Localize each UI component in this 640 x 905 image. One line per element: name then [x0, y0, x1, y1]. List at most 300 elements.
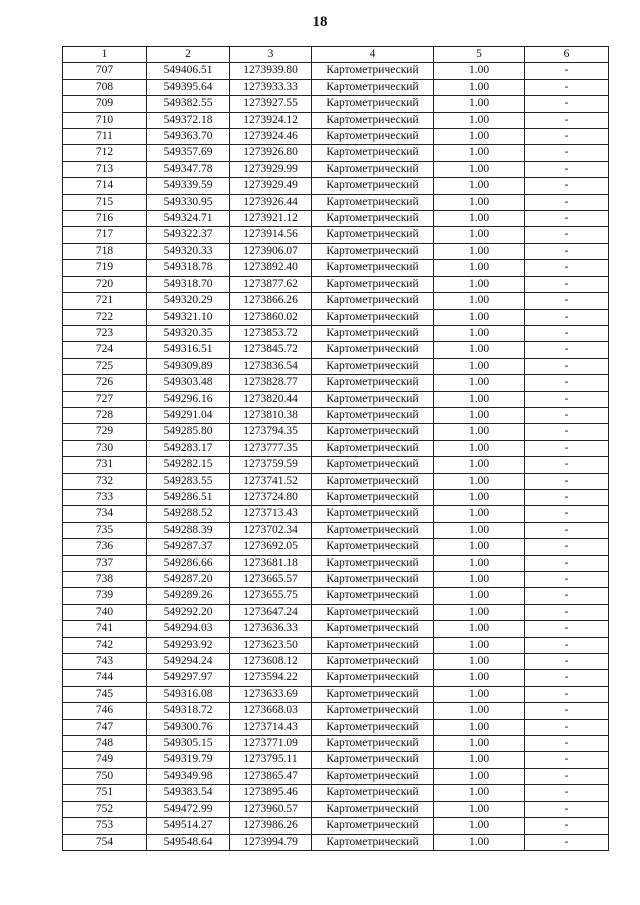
note-cell: -	[525, 129, 609, 145]
accuracy-cell: 1.00	[434, 129, 525, 145]
point-number-cell: 715	[63, 194, 147, 210]
note-cell: -	[525, 178, 609, 194]
y-coordinate-cell: 1273668.03	[230, 703, 312, 719]
point-number-cell: 747	[63, 719, 147, 735]
accuracy-cell: 1.00	[434, 785, 525, 801]
method-cell: Картометрический	[312, 325, 434, 341]
y-coordinate-cell: 1273924.46	[230, 129, 312, 145]
point-number-cell: 735	[63, 522, 147, 538]
y-coordinate-cell: 1273929.99	[230, 161, 312, 177]
x-coordinate-cell: 549357.69	[147, 145, 230, 161]
note-cell: -	[525, 440, 609, 456]
table-row	[63, 801, 609, 817]
method-cell: Картометрический	[312, 407, 434, 423]
method-cell: Картометрический	[312, 834, 434, 850]
accuracy-cell: 1.00	[434, 178, 525, 194]
accuracy-cell: 1.00	[434, 358, 525, 374]
point-number-cell: 710	[63, 112, 147, 128]
point-number-cell: 736	[63, 539, 147, 555]
accuracy-cell: 1.00	[434, 276, 525, 292]
y-coordinate-cell: 1273939.80	[230, 63, 312, 79]
y-coordinate-cell: 1273647.24	[230, 604, 312, 620]
accuracy-cell: 1.00	[434, 325, 525, 341]
table-row	[63, 555, 609, 571]
y-coordinate-cell: 1273810.38	[230, 407, 312, 423]
note-cell: -	[525, 112, 609, 128]
x-coordinate-cell: 549297.97	[147, 670, 230, 686]
table-row	[63, 358, 609, 374]
method-cell: Картометрический	[312, 227, 434, 243]
table-row	[63, 260, 609, 276]
method-cell: Картометрический	[312, 457, 434, 473]
point-number-cell: 725	[63, 358, 147, 374]
x-coordinate-cell: 549287.20	[147, 572, 230, 588]
table-row	[63, 703, 609, 719]
point-number-cell: 743	[63, 654, 147, 670]
x-coordinate-cell: 549303.48	[147, 375, 230, 391]
accuracy-cell: 1.00	[434, 79, 525, 95]
accuracy-cell: 1.00	[434, 572, 525, 588]
accuracy-cell: 1.00	[434, 801, 525, 817]
note-cell: -	[525, 818, 609, 834]
table-row	[63, 424, 609, 440]
table-row	[63, 227, 609, 243]
method-cell: Картометрический	[312, 637, 434, 653]
table-row	[63, 572, 609, 588]
x-coordinate-cell: 549383.54	[147, 785, 230, 801]
y-coordinate-cell: 1273741.52	[230, 473, 312, 489]
x-coordinate-cell: 549514.27	[147, 818, 230, 834]
accuracy-cell: 1.00	[434, 194, 525, 210]
accuracy-cell: 1.00	[434, 457, 525, 473]
point-number-cell: 748	[63, 736, 147, 752]
y-coordinate-cell: 1273713.43	[230, 506, 312, 522]
y-coordinate-cell: 1273865.47	[230, 768, 312, 784]
note-cell: -	[525, 407, 609, 423]
x-coordinate-cell: 549316.08	[147, 686, 230, 702]
accuracy-cell: 1.00	[434, 407, 525, 423]
table-row	[63, 391, 609, 407]
accuracy-cell: 1.00	[434, 752, 525, 768]
accuracy-cell: 1.00	[434, 719, 525, 735]
x-coordinate-cell: 549320.29	[147, 293, 230, 309]
accuracy-cell: 1.00	[434, 424, 525, 440]
method-cell: Картометрический	[312, 785, 434, 801]
method-cell: Картометрический	[312, 752, 434, 768]
point-number-cell: 711	[63, 129, 147, 145]
accuracy-cell: 1.00	[434, 391, 525, 407]
note-cell: -	[525, 424, 609, 440]
method-cell: Картометрический	[312, 129, 434, 145]
y-coordinate-cell: 1273866.26	[230, 293, 312, 309]
x-coordinate-cell: 549305.15	[147, 736, 230, 752]
note-cell: -	[525, 686, 609, 702]
x-coordinate-cell: 549294.24	[147, 654, 230, 670]
table-row	[63, 588, 609, 604]
x-coordinate-cell: 549320.35	[147, 325, 230, 341]
method-cell: Картометрический	[312, 670, 434, 686]
y-coordinate-cell: 1273633.69	[230, 686, 312, 702]
note-cell: -	[525, 768, 609, 784]
point-number-cell: 730	[63, 440, 147, 456]
method-cell: Картометрический	[312, 194, 434, 210]
table-row	[63, 276, 609, 292]
method-cell: Картометрический	[312, 79, 434, 95]
note-cell: -	[525, 736, 609, 752]
accuracy-cell: 1.00	[434, 834, 525, 850]
column-header: 1	[63, 47, 147, 63]
point-number-cell: 742	[63, 637, 147, 653]
column-header: 3	[230, 47, 312, 63]
accuracy-cell: 1.00	[434, 440, 525, 456]
accuracy-cell: 1.00	[434, 686, 525, 702]
method-cell: Картометрический	[312, 572, 434, 588]
method-cell: Картометрический	[312, 112, 434, 128]
y-coordinate-cell: 1273929.49	[230, 178, 312, 194]
table-body	[63, 63, 609, 851]
y-coordinate-cell: 1273594.22	[230, 670, 312, 686]
y-coordinate-cell: 1273714.43	[230, 719, 312, 735]
y-coordinate-cell: 1273986.26	[230, 818, 312, 834]
point-number-cell: 739	[63, 588, 147, 604]
note-cell: -	[525, 539, 609, 555]
accuracy-cell: 1.00	[434, 309, 525, 325]
table-row	[63, 96, 609, 112]
point-number-cell: 723	[63, 325, 147, 341]
accuracy-cell: 1.00	[434, 588, 525, 604]
y-coordinate-cell: 1273892.40	[230, 260, 312, 276]
method-cell: Картометрический	[312, 211, 434, 227]
x-coordinate-cell: 549286.51	[147, 489, 230, 505]
x-coordinate-cell: 549321.10	[147, 309, 230, 325]
note-cell: -	[525, 293, 609, 309]
x-coordinate-cell: 549548.64	[147, 834, 230, 850]
point-number-cell: 746	[63, 703, 147, 719]
table-row	[63, 818, 609, 834]
point-number-cell: 751	[63, 785, 147, 801]
y-coordinate-cell: 1273636.33	[230, 621, 312, 637]
y-coordinate-cell: 1273692.05	[230, 539, 312, 555]
x-coordinate-cell: 549330.95	[147, 194, 230, 210]
table-row	[63, 736, 609, 752]
method-cell: Картометрический	[312, 588, 434, 604]
point-number-cell: 709	[63, 96, 147, 112]
table-row	[63, 457, 609, 473]
note-cell: -	[525, 473, 609, 489]
y-coordinate-cell: 1273924.12	[230, 112, 312, 128]
point-number-cell: 744	[63, 670, 147, 686]
table-row	[63, 719, 609, 735]
method-cell: Картометрический	[312, 276, 434, 292]
coordinates-table	[62, 46, 609, 851]
point-number-cell: 724	[63, 342, 147, 358]
y-coordinate-cell: 1273906.07	[230, 243, 312, 259]
y-coordinate-cell: 1273933.33	[230, 79, 312, 95]
note-cell: -	[525, 588, 609, 604]
note-cell: -	[525, 834, 609, 850]
table-row	[63, 506, 609, 522]
x-coordinate-cell: 549288.52	[147, 506, 230, 522]
x-coordinate-cell: 549320.33	[147, 243, 230, 259]
x-coordinate-cell: 549286.66	[147, 555, 230, 571]
note-cell: -	[525, 375, 609, 391]
point-number-cell: 720	[63, 276, 147, 292]
note-cell: -	[525, 670, 609, 686]
method-cell: Картометрический	[312, 161, 434, 177]
method-cell: Картометрический	[312, 654, 434, 670]
y-coordinate-cell: 1273794.35	[230, 424, 312, 440]
y-coordinate-cell: 1273877.62	[230, 276, 312, 292]
method-cell: Картометрический	[312, 489, 434, 505]
table-row	[63, 539, 609, 555]
point-number-cell: 719	[63, 260, 147, 276]
point-number-cell: 740	[63, 604, 147, 620]
x-coordinate-cell: 549318.72	[147, 703, 230, 719]
note-cell: -	[525, 572, 609, 588]
y-coordinate-cell: 1273608.12	[230, 654, 312, 670]
table-row	[63, 621, 609, 637]
note-cell: -	[525, 506, 609, 522]
method-cell: Картометрический	[312, 293, 434, 309]
accuracy-cell: 1.00	[434, 637, 525, 653]
point-number-cell: 738	[63, 572, 147, 588]
accuracy-cell: 1.00	[434, 260, 525, 276]
note-cell: -	[525, 161, 609, 177]
method-cell: Картометрический	[312, 391, 434, 407]
y-coordinate-cell: 1273795.11	[230, 752, 312, 768]
point-number-cell: 728	[63, 407, 147, 423]
table-row	[63, 604, 609, 620]
table-row	[63, 785, 609, 801]
note-cell: -	[525, 522, 609, 538]
table-row	[63, 129, 609, 145]
table-row	[63, 145, 609, 161]
point-number-cell: 732	[63, 473, 147, 489]
method-cell: Картометрический	[312, 621, 434, 637]
table-row	[63, 112, 609, 128]
y-coordinate-cell: 1273926.44	[230, 194, 312, 210]
note-cell: -	[525, 79, 609, 95]
table-row	[63, 654, 609, 670]
y-coordinate-cell: 1273960.57	[230, 801, 312, 817]
method-cell: Картометрический	[312, 96, 434, 112]
y-coordinate-cell: 1273926.80	[230, 145, 312, 161]
table-row	[63, 293, 609, 309]
x-coordinate-cell: 549395.64	[147, 79, 230, 95]
x-coordinate-cell: 549289.26	[147, 588, 230, 604]
note-cell: -	[525, 96, 609, 112]
accuracy-cell: 1.00	[434, 63, 525, 79]
x-coordinate-cell: 549285.80	[147, 424, 230, 440]
x-coordinate-cell: 549282.15	[147, 457, 230, 473]
table-row	[63, 63, 609, 79]
accuracy-cell: 1.00	[434, 112, 525, 128]
method-cell: Картометрический	[312, 555, 434, 571]
x-coordinate-cell: 549382.55	[147, 96, 230, 112]
method-cell: Картометрический	[312, 736, 434, 752]
note-cell: -	[525, 358, 609, 374]
note-cell: -	[525, 63, 609, 79]
table-row	[63, 325, 609, 341]
method-cell: Картометрический	[312, 686, 434, 702]
point-number-cell: 750	[63, 768, 147, 784]
accuracy-cell: 1.00	[434, 768, 525, 784]
y-coordinate-cell: 1273665.57	[230, 572, 312, 588]
accuracy-cell: 1.00	[434, 703, 525, 719]
table-row	[63, 637, 609, 653]
y-coordinate-cell: 1273921.12	[230, 211, 312, 227]
y-coordinate-cell: 1273927.55	[230, 96, 312, 112]
y-coordinate-cell: 1273895.46	[230, 785, 312, 801]
x-coordinate-cell: 549347.78	[147, 161, 230, 177]
x-coordinate-cell: 549283.55	[147, 473, 230, 489]
method-cell: Картометрический	[312, 145, 434, 161]
accuracy-cell: 1.00	[434, 506, 525, 522]
method-cell: Картометрический	[312, 719, 434, 735]
y-coordinate-cell: 1273759.59	[230, 457, 312, 473]
table-header-row	[63, 47, 609, 63]
accuracy-cell: 1.00	[434, 342, 525, 358]
accuracy-cell: 1.00	[434, 621, 525, 637]
method-cell: Картометрический	[312, 178, 434, 194]
y-coordinate-cell: 1273853.72	[230, 325, 312, 341]
y-coordinate-cell: 1273836.54	[230, 358, 312, 374]
table-row	[63, 473, 609, 489]
point-number-cell: 733	[63, 489, 147, 505]
note-cell: -	[525, 752, 609, 768]
note-cell: -	[525, 654, 609, 670]
accuracy-cell: 1.00	[434, 243, 525, 259]
note-cell: -	[525, 145, 609, 161]
y-coordinate-cell: 1273820.44	[230, 391, 312, 407]
accuracy-cell: 1.00	[434, 654, 525, 670]
y-coordinate-cell: 1273702.34	[230, 522, 312, 538]
x-coordinate-cell: 549293.92	[147, 637, 230, 653]
accuracy-cell: 1.00	[434, 489, 525, 505]
point-number-cell: 729	[63, 424, 147, 440]
method-cell: Картометрический	[312, 309, 434, 325]
table-row	[63, 752, 609, 768]
table-row	[63, 686, 609, 702]
point-number-cell: 752	[63, 801, 147, 817]
point-number-cell: 754	[63, 834, 147, 850]
table-row	[63, 243, 609, 259]
note-cell: -	[525, 211, 609, 227]
y-coordinate-cell: 1273860.02	[230, 309, 312, 325]
x-coordinate-cell: 549319.79	[147, 752, 230, 768]
table-row	[63, 194, 609, 210]
y-coordinate-cell: 1273777.35	[230, 440, 312, 456]
y-coordinate-cell: 1273845.72	[230, 342, 312, 358]
point-number-cell: 713	[63, 161, 147, 177]
page-number: 18	[312, 14, 328, 30]
point-number-cell: 721	[63, 293, 147, 309]
method-cell: Картометрический	[312, 342, 434, 358]
accuracy-cell: 1.00	[434, 522, 525, 538]
x-coordinate-cell: 549300.76	[147, 719, 230, 735]
accuracy-cell: 1.00	[434, 293, 525, 309]
x-coordinate-cell: 549363.70	[147, 129, 230, 145]
y-coordinate-cell: 1273724.80	[230, 489, 312, 505]
x-coordinate-cell: 549288.39	[147, 522, 230, 538]
x-coordinate-cell: 549291.04	[147, 407, 230, 423]
accuracy-cell: 1.00	[434, 96, 525, 112]
note-cell: -	[525, 637, 609, 653]
x-coordinate-cell: 549339.59	[147, 178, 230, 194]
method-cell: Картометрический	[312, 63, 434, 79]
x-coordinate-cell: 549324.71	[147, 211, 230, 227]
x-coordinate-cell: 549283.17	[147, 440, 230, 456]
note-cell: -	[525, 719, 609, 735]
table-row	[63, 375, 609, 391]
table-row	[63, 211, 609, 227]
method-cell: Картометрический	[312, 818, 434, 834]
note-cell: -	[525, 555, 609, 571]
note-cell: -	[525, 309, 609, 325]
x-coordinate-cell: 549372.18	[147, 112, 230, 128]
accuracy-cell: 1.00	[434, 736, 525, 752]
note-cell: -	[525, 457, 609, 473]
point-number-cell: 714	[63, 178, 147, 194]
accuracy-cell: 1.00	[434, 818, 525, 834]
table-row	[63, 489, 609, 505]
table-row	[63, 670, 609, 686]
method-cell: Картометрический	[312, 440, 434, 456]
point-number-cell: 718	[63, 243, 147, 259]
table-row	[63, 768, 609, 784]
point-number-cell: 707	[63, 63, 147, 79]
note-cell: -	[525, 703, 609, 719]
point-number-cell: 745	[63, 686, 147, 702]
method-cell: Картометрический	[312, 358, 434, 374]
point-number-cell: 708	[63, 79, 147, 95]
accuracy-cell: 1.00	[434, 604, 525, 620]
note-cell: -	[525, 227, 609, 243]
column-header: 5	[434, 47, 525, 63]
point-number-cell: 753	[63, 818, 147, 834]
x-coordinate-cell: 549292.20	[147, 604, 230, 620]
x-coordinate-cell: 549318.70	[147, 276, 230, 292]
point-number-cell: 737	[63, 555, 147, 571]
accuracy-cell: 1.00	[434, 539, 525, 555]
y-coordinate-cell: 1273681.18	[230, 555, 312, 571]
accuracy-cell: 1.00	[434, 473, 525, 489]
accuracy-cell: 1.00	[434, 227, 525, 243]
method-cell: Картометрический	[312, 260, 434, 276]
table-row	[63, 522, 609, 538]
note-cell: -	[525, 243, 609, 259]
note-cell: -	[525, 325, 609, 341]
method-cell: Картометрический	[312, 539, 434, 555]
accuracy-cell: 1.00	[434, 211, 525, 227]
x-coordinate-cell: 549309.89	[147, 358, 230, 374]
note-cell: -	[525, 276, 609, 292]
method-cell: Картометрический	[312, 375, 434, 391]
point-number-cell: 716	[63, 211, 147, 227]
point-number-cell: 722	[63, 309, 147, 325]
y-coordinate-cell: 1273623.50	[230, 637, 312, 653]
note-cell: -	[525, 260, 609, 276]
x-coordinate-cell: 549296.16	[147, 391, 230, 407]
table-row	[63, 440, 609, 456]
point-number-cell: 726	[63, 375, 147, 391]
accuracy-cell: 1.00	[434, 375, 525, 391]
y-coordinate-cell: 1273771.09	[230, 736, 312, 752]
point-number-cell: 741	[63, 621, 147, 637]
table-row	[63, 834, 609, 850]
note-cell: -	[525, 391, 609, 407]
x-coordinate-cell: 549316.51	[147, 342, 230, 358]
